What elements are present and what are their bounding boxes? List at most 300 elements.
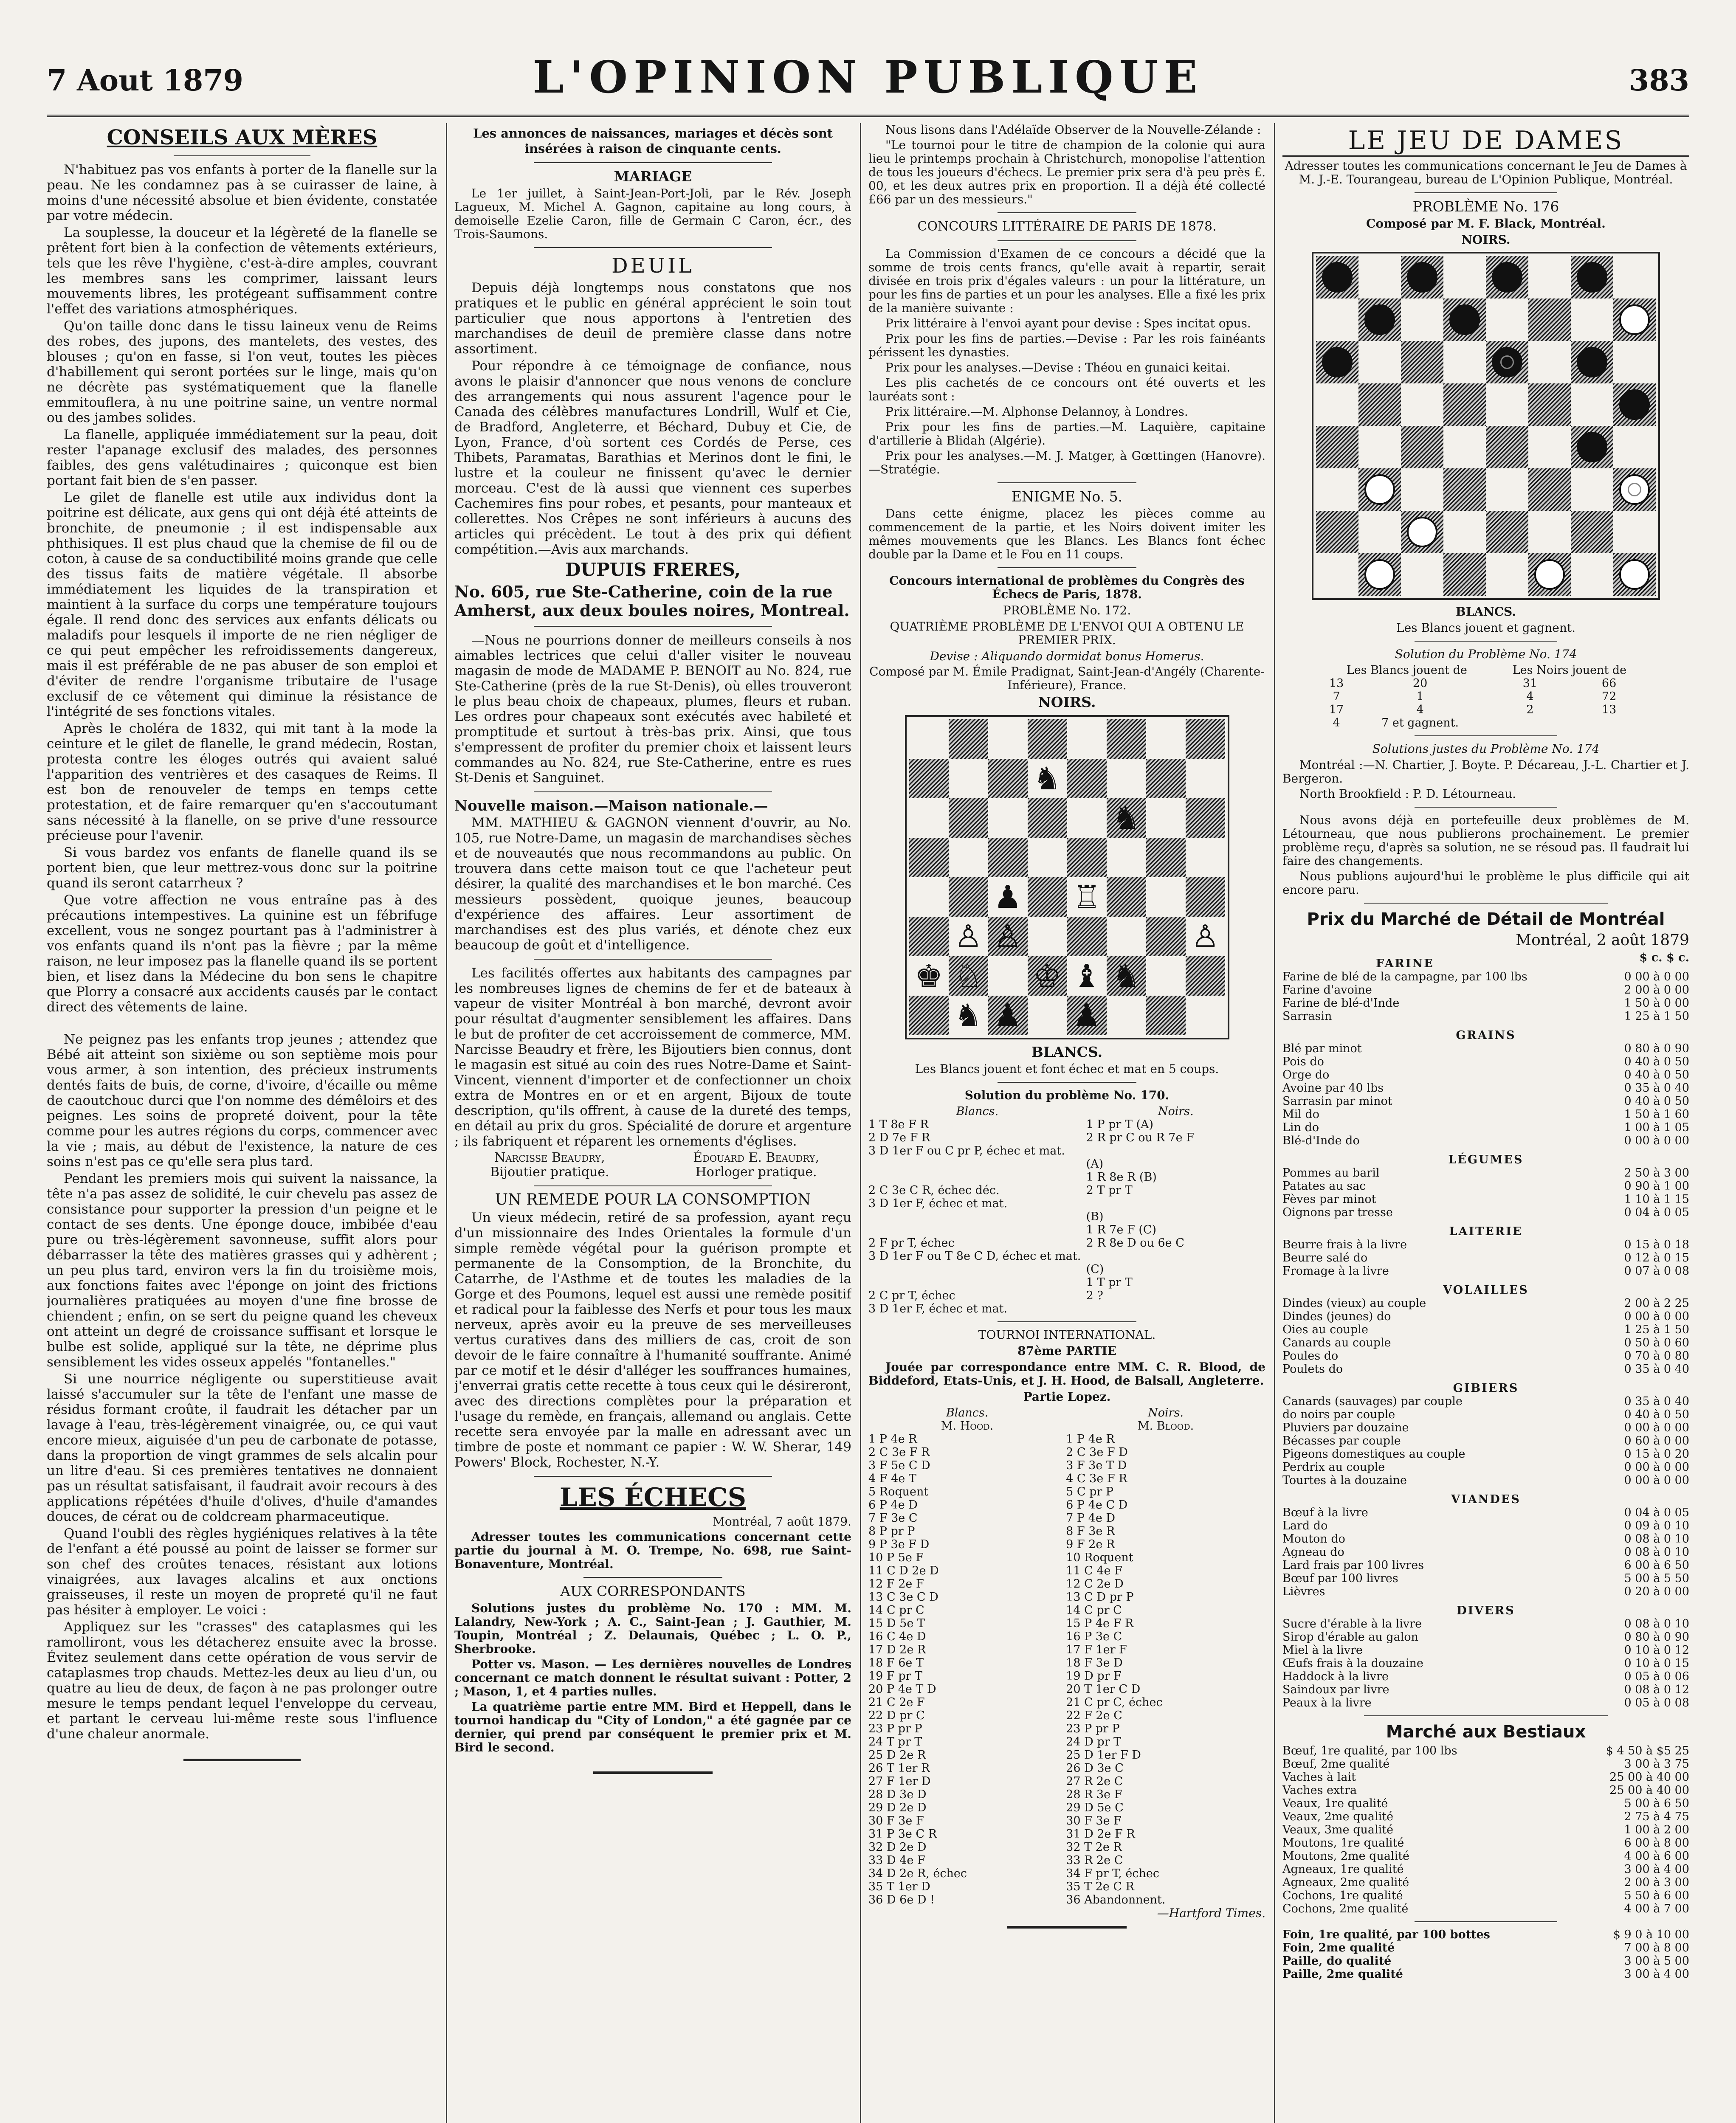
checkers-square (1443, 341, 1486, 383)
signature-title: Horloger pratique. (695, 1165, 817, 1180)
move-row (868, 1841, 1265, 1854)
chess-square (1146, 838, 1186, 877)
chess-square (1186, 956, 1225, 996)
chess-square (949, 798, 988, 838)
game-moves (868, 1406, 1265, 1906)
dames-problem-number: PROBLÈME No. 176 (1412, 198, 1559, 215)
divider (1415, 1921, 1557, 1922)
chess-piece: ♝ (1072, 957, 1101, 994)
dupuis-name: DUPUIS FRERES, (565, 559, 741, 580)
correspondants-title: AUX CORRESPONDANTS (560, 1583, 746, 1599)
item-price: 0 00 à 0 00 (1624, 1134, 1689, 1147)
column-divider (446, 123, 447, 2123)
move-white: 18 F 6e T (868, 1656, 924, 1670)
echecs-address: Adresser toutes les communications concernant cette partie du journal à M. O. Trempe, No. 698, rue Saint-Bonaventure, Montréal. (454, 1530, 851, 1571)
move-white: 7 F 3e C (868, 1512, 918, 1525)
signature-name: Édouard E. Beaudry, (693, 1150, 820, 1165)
checkers-square (1401, 298, 1443, 341)
checkers-square (1571, 553, 1613, 596)
marche-date: Montréal, 2 août 1879 (1516, 932, 1689, 949)
divider (534, 162, 772, 163)
item-name: Peaux à la livre (1282, 1696, 1372, 1709)
price-row (1282, 1336, 1689, 1349)
move-black: 8 F 3e R (1066, 1525, 1115, 1538)
item-name: Poules do (1282, 1349, 1339, 1363)
checkers-square (1613, 553, 1656, 596)
price-row (1282, 1644, 1689, 1657)
item-price: 0 40 à 0 50 (1624, 1408, 1689, 1421)
checkers-square (1401, 553, 1443, 596)
adelaide-intro: Nous lisons dans l'Adélaïde Observer de la Nouvelle-Zélande : (885, 123, 1261, 137)
item-price: 6 00 à 6 50 (1624, 1559, 1689, 1572)
solution-row (868, 1223, 1265, 1236)
maison-text: MM. MATHIEU & GAGNON viennent d'ouvrir, au No. 105, rue Notre-Dame, un magasin de marchandises sèches et de nouveautés que nous recommandons au public. On trouvera dans cette maison tout ce que l'acheteur peut désirer, la qualité des marchandises et le bon marché. Ces messieurs possèdent, quoique jeunes, beaucoup d'expérience des affaires. Leur assortiment de marchandises est des plus variés, et dénote chez eux beaucoup de goût et d'intelligence. (454, 815, 851, 953)
move-row (868, 1670, 1265, 1683)
solution-cell: 4 (1526, 690, 1534, 703)
checkers-square (1316, 341, 1358, 383)
item-name: Oignons par tresse (1282, 1206, 1393, 1219)
divider (998, 212, 1136, 213)
page-number: 383 (1629, 64, 1689, 98)
section-name: GRAINS (1456, 1029, 1516, 1042)
checkers-square (1486, 468, 1528, 511)
price-row (1282, 1683, 1689, 1696)
move-black: 34 F pr T, échec (1066, 1867, 1159, 1880)
price-row (1282, 1823, 1689, 1836)
price-row (1282, 1850, 1689, 1863)
price-row (1282, 997, 1689, 1010)
item-price: 0 00 à 0 00 (1624, 970, 1689, 983)
item-price: 0 90 à 1 00 (1624, 1180, 1689, 1193)
section-row (1282, 1376, 1689, 1395)
price-row (1282, 1757, 1689, 1771)
move-row (868, 1867, 1265, 1880)
item-name: Haddock à la livre (1282, 1670, 1389, 1683)
solution-cell (1491, 716, 1570, 729)
move-white: 26 T 1er R (868, 1762, 930, 1775)
problem-devise: Devise : Aliquando dormidat bonus Homerus. (930, 649, 1204, 663)
column-echecs (868, 123, 1265, 2123)
chess-square (1028, 798, 1067, 838)
marche-title: Prix du Marché de Détail de Montréal (1307, 909, 1665, 929)
move-white: 3 D 1er F, échec et mat. (868, 1197, 1008, 1210)
chess-square (1186, 838, 1225, 877)
move-black: 17 F 1er F (1066, 1643, 1127, 1656)
price-row (1282, 1771, 1689, 1784)
col-header: Noirs. (1158, 1105, 1194, 1118)
chess-square (1028, 877, 1067, 917)
enigme-text: Dans cette énigme, placez les pièces comme au commencement de la partie, et les Noirs doivent imiter les mêmes mouvements que les Blancs. Les Blancs font échec double par la Dame et le Fou en 11 coups. (868, 507, 1265, 561)
item-price: 3 00 à 3 75 (1624, 1757, 1689, 1771)
move-black: 2 C 3e F D (1066, 1446, 1128, 1459)
chess-diagram (905, 715, 1229, 1039)
move-white: 3 F 5e C D (868, 1459, 930, 1472)
chess-square (949, 759, 988, 798)
article-paragraph: N'habituez pas vos enfants à porter de la flanelle sur la peau. Ne les condamnez pas à se cuirasser de laine, à moins d'une nécessité absolue et bien évidente, constatée par votre médecin. (47, 162, 437, 223)
item-name: Agneaux, 2me qualité (1282, 1876, 1409, 1889)
tournoi-title: TOURNOI INTERNATIONAL. (978, 1328, 1156, 1342)
item-name: Bœuf par 100 livres (1282, 1572, 1398, 1585)
concours-paragraph: Prix pour les analyses.—Devise : Théou en gunaici keitai. (885, 360, 1231, 374)
item-name: Œufs frais à la douzaine (1282, 1657, 1423, 1670)
article-body (47, 162, 437, 1742)
item-name: Sarrasin (1282, 1010, 1332, 1023)
solution-cell: 66 (1601, 677, 1617, 690)
item-price: 2 75 à 4 75 (1624, 1810, 1689, 1823)
move-black: 10 Roquent (1066, 1551, 1133, 1564)
solution-cell: 4 (1333, 716, 1340, 729)
signature-title: Bijoutier pratique. (490, 1165, 609, 1180)
price-row (1282, 1447, 1689, 1461)
item-name: Bécasses par couple (1282, 1434, 1401, 1447)
chess-square (949, 956, 988, 996)
signatures (454, 1151, 851, 1180)
item-name: Veaux, 2me qualité (1282, 1810, 1394, 1823)
section-title: CONSEILS AUX MÈRES (107, 126, 378, 149)
divider (1364, 1715, 1608, 1716)
chess-square (1028, 956, 1067, 996)
solution-cell: 7 (1333, 690, 1340, 703)
move-white: 20 P 4e T D (868, 1683, 936, 1696)
source: —Hartford Times. (1157, 1906, 1265, 1920)
checkers-square (1443, 553, 1486, 596)
move-white: 34 D 2e R, échec (868, 1867, 967, 1880)
item-name: Oies au couple (1282, 1323, 1368, 1336)
move-black: 7 P 4e D (1066, 1512, 1116, 1525)
solution-row (868, 1118, 1265, 1131)
problem-author: Composé par M. Émile Pradignat, Saint-Jean-d'Angély (Charente-Inférieure), France. (869, 664, 1265, 692)
item-name: Agneau do (1282, 1546, 1344, 1559)
move-row (868, 1604, 1265, 1617)
price-row (1282, 1474, 1689, 1487)
move-white: 25 D 2e R (868, 1749, 926, 1762)
article-paragraph: Que votre affection ne vous entraîne pas à des précautions intempestives. La quinine est un fébrifuge excellent, vous ne songez pourtant pas à l'administrer à vos enfants quand ils n'ont pas la fièvre ; par la même raison, ne leur imposez pas la flanelle quand ils se portent bien, et lisez dans la Médecine du bon sens le chapitre que Plorry a consacré aux accidents causés par le contact direct des vêtements de laine. (47, 893, 437, 1015)
move-black: (B) (1086, 1210, 1104, 1223)
item-price: 6 00 à 8 00 (1624, 1836, 1689, 1850)
checkers-square (1316, 511, 1358, 553)
item-price: 1 10 à 1 15 (1624, 1193, 1689, 1206)
move-black: 35 T 2e C R (1066, 1880, 1134, 1893)
potter-mason: Potter vs. Mason. — Les dernières nouvelles de Londres concernant ce match donnent le résultat suivant : Potter, 2 ; Mason, 1, et 4 parties nulles. (454, 1657, 851, 1698)
divider (998, 1321, 1136, 1322)
deuil-para: Depuis déjà longtemps nous constatons que nos pratiques et le public en général apprécient le soin tout particulier que nous apportons à l'entretien des marchandises de deuil de première classe dans notre assortiment. (454, 280, 851, 357)
item-price: 0 40 à 0 50 (1624, 1068, 1689, 1081)
checkers-square (1528, 298, 1571, 341)
article-paragraph: Le gilet de flanelle est utile aux individus dont la poitrine est délicate, aux gens qui ont déjà été atteints de bronchite, de pneumonie ; il est indispensable aux phthisiques. Il est plus chaud que la chemise de fil ou de coton, à cause de sa conductibilité moins grande que celle des tissus faits de matière végétale. Il absorbe immédiatement les liquides de la transpiration et maintient à la surface du corps une température toujours égale. Il rend donc des services aux enfants délicats ou maladifs pour lesquels il importe de ne rien négliger de ce qui peut empêcher les refroidissements dangereux, mais il est préférable de ne pas abuser de son emploi et d'éviter de rendre l'organisme tributaire de l'usage exclusif de ce vêtement qui diminue la résistance de l'intégrité de ses fonctions vitales. (47, 490, 437, 719)
solution-row (868, 1263, 1265, 1276)
concours-paragraph: Prix pour les analyses.—M. J. Matger, à Gœttingen (Hanovre).—Stratégie. (868, 449, 1265, 476)
checkers-square (1358, 553, 1401, 596)
chess-square (1186, 798, 1225, 838)
move-black: 14 C pr C (1066, 1604, 1122, 1617)
divider (1415, 735, 1557, 736)
price-row (1282, 1585, 1689, 1598)
black-piece (1364, 304, 1395, 335)
chess-square (909, 759, 949, 798)
checkers-square (1316, 256, 1358, 298)
item-price: 0 12 à 0 15 (1624, 1251, 1689, 1264)
move-row (868, 1801, 1265, 1814)
move-row (868, 1512, 1265, 1525)
solution-cell: 17 (1329, 703, 1344, 716)
chess-square (1067, 838, 1107, 877)
solution-cell: 13 (1601, 703, 1617, 716)
item-name: Farine d'avoine (1282, 983, 1372, 997)
white-piece (1619, 304, 1650, 335)
move-row (868, 1564, 1265, 1577)
solution-cell: 4 (1416, 703, 1424, 716)
item-name: Lièvres (1282, 1585, 1325, 1598)
price-row (1282, 1559, 1689, 1572)
chess-square (988, 956, 1028, 996)
move-white: 2 D 7e F R (868, 1131, 930, 1144)
mariage-text: Le 1er juillet, à Saint-Jean-Port-Joli, par le Rév. Joseph Lagueux, M. Michel A. Gagnon, capitaine au long cours, à demoiselle Ezelie Caron, fille de Germain C Caron, écr., des Trois-Saumons. (454, 186, 851, 241)
move-black: 29 D 5e C (1066, 1801, 1124, 1814)
price-row (1282, 1863, 1689, 1876)
section-row (1282, 1487, 1689, 1506)
divider (998, 240, 1136, 241)
remede-text: Un vieux médecin, retiré de sa profession, ayant reçu d'un missionnaire des Indes Orientales la formule d'un simple remède végétal pour la guérison prompte et permanente de la Consomption, de la Bronchite, du Catarrhe, de l'Asthme et de toutes les maladies de la Gorge et des Poumons, lequel est aussi une remède positif et radical pour la faiblesse des Nerfs et pour tous les maux nerveux, après avoir eu la preuve de ses merveilleuses vertus curatives dans des milliers de cas, croit de son devoir de le faire connaître à l'humanité souffrante. Animé par ce motif et le désir d'alléger les souffrances humaines, j'enverrai gratis cette recette à tous ceux qui le désireront, avec des directions complètes pour la préparation et l'usage du remède, en français, allemand ou anglais. Cette recette sera envoyée par la malle en adressant avec un timbre de poste et nommant ce papier : W. W. Sherar, 149 Powers' Block, Rochester, N.-Y. (454, 1210, 851, 1470)
checkers-square (1528, 426, 1571, 468)
price-row (1282, 1696, 1689, 1709)
chess-square (1067, 877, 1107, 917)
item-price: 3 00 à 4 00 (1624, 1968, 1689, 1981)
item-name: Mil do (1282, 1108, 1320, 1121)
move-row (868, 1893, 1265, 1906)
move-row (868, 1814, 1265, 1827)
article-paragraph: La flanelle, appliquée immédiatement sur la peau, doit rester l'apanage exclusif des malades, des personnes faibles, des gens valétudinaires ; quiconque est bien portant fait bien de s'en passer. (47, 427, 437, 488)
concours-paragraph: Prix pour les fins de parties.—Devise : Par les rois fainéants périssent les dynasties. (868, 332, 1265, 359)
move-black: 9 F 2e R (1066, 1538, 1115, 1551)
move-white: 17 D 2e R (868, 1643, 926, 1656)
divider (534, 791, 772, 792)
move-black: 28 R 3e F (1066, 1788, 1122, 1801)
item-price: 0 04 à 0 05 (1624, 1506, 1689, 1519)
move-white: 21 C 2e F (868, 1696, 925, 1709)
item-price: 7 00 à 8 00 (1624, 1941, 1689, 1954)
move-white: 3 D 1er F, échec et mat. (868, 1302, 1008, 1315)
price-row (1282, 1193, 1689, 1206)
solution-row (1323, 677, 1649, 690)
item-price: 0 00 à 0 00 (1624, 1474, 1689, 1487)
move-white: 36 D 6e D ! (868, 1893, 935, 1906)
solution-table (868, 1105, 1265, 1315)
move-black: 31 D 2e F R (1066, 1827, 1135, 1841)
move-row (868, 1709, 1265, 1722)
item-price: 4 00 à 6 00 (1624, 1850, 1689, 1863)
note: Nous publions aujourd'hui le problème le plus difficile qui ait encore paru. (1282, 869, 1689, 897)
move-black: 2 R 8e D ou 6e C (1086, 1236, 1184, 1250)
chess-square (988, 838, 1028, 877)
dames-solution-table (1323, 664, 1649, 729)
checkers-square (1486, 553, 1528, 596)
item-name: do noirs par couple (1282, 1408, 1395, 1421)
price-row (1282, 1461, 1689, 1474)
checkers-square (1528, 383, 1571, 426)
price-row (1282, 1928, 1689, 1941)
move-white: 2 C 3e F R (868, 1446, 930, 1459)
section-row (1282, 1219, 1689, 1238)
problem-number: PROBLÈME No. 172. (1003, 603, 1131, 617)
column-dames-marche (1282, 123, 1689, 2123)
move-row (868, 1433, 1265, 1446)
units-header: $ c. $ c. (1639, 951, 1689, 964)
move-white: 22 D pr C (868, 1709, 925, 1722)
chess-piece: ♙ (954, 918, 983, 955)
item-name: Cochons, 2me qualité (1282, 1902, 1409, 1915)
section-name: VOLAILLES (1443, 1284, 1529, 1297)
item-price: 0 20 à 0 00 (1624, 1585, 1689, 1598)
chess-piece: ♖ (1072, 878, 1101, 915)
divider (1007, 1926, 1127, 1929)
noirs-label: NOIRS. (1038, 694, 1096, 710)
solution-cell: 31 (1522, 677, 1538, 690)
move-white: 1 P 4e R (868, 1433, 917, 1446)
item-name: Dindes (vieux) au couple (1282, 1297, 1426, 1310)
chess-square (1107, 838, 1146, 877)
header-rule (47, 115, 1689, 117)
price-row (1282, 1546, 1689, 1559)
move-white: 33 D 4e F (868, 1854, 925, 1867)
price-row (1282, 1010, 1689, 1023)
congres-title: Concours international de problèmes du Congrès des Échecs de Paris, 1878. (889, 574, 1245, 601)
item-name: Pigeons domestiques au couple (1282, 1447, 1465, 1461)
checkers-square (1613, 426, 1656, 468)
item-name: Pluviers par douzaine (1282, 1421, 1409, 1434)
move-black: (C) (1086, 1263, 1104, 1276)
checkers-square (1358, 511, 1401, 553)
move-row (868, 1617, 1265, 1630)
price-row (1282, 1532, 1689, 1546)
move-white: 32 D 2e D (868, 1841, 927, 1854)
move-white: 19 F pr T (868, 1670, 923, 1683)
article-paragraph: Ne peignez pas les enfants trop jeunes ; attendez que Bébé ait atteint son sixième ou son septième mois pour vous armer, à son intention, des précieux instruments dentés faits de buis, de corne, d'ivoire, d'écaille ou même de caoutchouc durci que l'on nomme des démêloirs et des peignes. Les soins de propreté doivent, pour la tête comme pour les autres régions du corps, commencer avec la vie ; mais, au début de l'existence, la nature de ces soins n'est pas ce qu'elle sera plus tard. (47, 1032, 437, 1169)
item-name: Patates au sac (1282, 1180, 1366, 1193)
solution-cell (1570, 716, 1649, 729)
chess-square (1107, 917, 1146, 956)
move-white: 3 D 1er F ou C pr P, échec et mat. (868, 1144, 1065, 1157)
item-price: 5 00 à 5 50 (1624, 1572, 1689, 1585)
price-row (1282, 1238, 1689, 1251)
checkers-diagram (1312, 252, 1660, 600)
solution-row (868, 1131, 1265, 1144)
item-price: 2 00 à 2 25 (1624, 1297, 1689, 1310)
checkers-square (1571, 298, 1613, 341)
item-price: 0 80 à 0 90 (1624, 1042, 1689, 1055)
section-name: GIBIERS (1453, 1382, 1519, 1395)
divider (1415, 807, 1557, 808)
price-table (1282, 951, 1689, 1709)
item-name: Fromage à la livre (1282, 1264, 1389, 1278)
issue-date: 7 Aout 1879 (47, 64, 243, 98)
concours-paragraph: Les plis cachetés de ce concours ont été ouverts et les lauréats sont : (868, 376, 1265, 403)
divider (534, 959, 772, 960)
checkers-square (1486, 298, 1528, 341)
move-black: 18 F 3e D (1066, 1656, 1123, 1670)
divider (593, 1771, 713, 1774)
chess-square (988, 759, 1028, 798)
checkers-square (1571, 383, 1613, 426)
item-price: 0 00 à 0 00 (1624, 1461, 1689, 1474)
item-price: 4 00 à 7 00 (1624, 1902, 1689, 1915)
item-name: Orge do (1282, 1068, 1330, 1081)
move-row (868, 1775, 1265, 1788)
price-row (1282, 1836, 1689, 1850)
checkers-square (1358, 426, 1401, 468)
solution-row (868, 1302, 1265, 1315)
chess-square (1107, 877, 1146, 917)
article-paragraph: La souplesse, la douceur et la légèreté de la flanelle se prêtent fort bien à la confection de vêtements extérieurs, tels que les rêve l'hygiène, c'est-à-dire amples, couvrant les membres sans les comprimer, laissant leurs mouvements libres, les protégeant suffisamment contre l'effet des variations atmosphériques. (47, 225, 437, 317)
item-price: 0 40 à 0 50 (1624, 1055, 1689, 1068)
checkers-square (1316, 383, 1358, 426)
price-row (1282, 1657, 1689, 1670)
maison-title: Nouvelle maison.—Maison nationale.— (454, 797, 768, 814)
move-white: 31 P 3e C R (868, 1827, 937, 1841)
item-name: Perdrix au couple (1282, 1461, 1385, 1474)
chess-piece: ♞ (954, 997, 983, 1034)
price-row (1282, 1134, 1689, 1147)
chess-piece: ♟ (1072, 997, 1101, 1034)
item-name: Farine de blé-d'Inde (1282, 997, 1400, 1010)
item-name: Bœuf à la livre (1282, 1506, 1368, 1519)
move-white (868, 1157, 1086, 1171)
section-name: FARINE (1376, 957, 1434, 970)
white-piece (1534, 559, 1565, 590)
move-row (868, 1656, 1265, 1670)
price-row (1282, 983, 1689, 997)
item-price: 0 50 à 0 60 (1624, 1336, 1689, 1349)
chess-piece: ♞ (1033, 760, 1062, 797)
price-row (1282, 1744, 1689, 1757)
checkers-square (1613, 468, 1656, 511)
article-paragraph: Qu'on taille donc dans le tissu laineux venu de Reims des robes, des jupons, des mantelets, des vestes, des blouses ; qu'on en fasse, si l'on veut, toutes les pièces d'habillement qui seront portées sur le linge, mais qu'on ne décrète pas systématiquement que la flanelle emmitouflera, à nu une poitrine saine, un ventre normal ou des jambes solides. (47, 318, 437, 425)
move-black: 16 P 3e C (1066, 1630, 1122, 1643)
move-row (868, 1683, 1265, 1696)
checkers-square (1358, 256, 1401, 298)
price-row (1282, 1349, 1689, 1363)
divider (998, 1082, 1136, 1083)
price-row (1282, 1251, 1689, 1264)
section-row (1282, 951, 1689, 970)
checkers-square (1443, 426, 1486, 468)
move-black: 21 C pr C, échec (1066, 1696, 1163, 1709)
item-price: 2 00 à 0 00 (1624, 983, 1689, 997)
solution-cell: 7 et gagnent. (1381, 716, 1459, 729)
move-row (868, 1472, 1265, 1485)
checkers-square (1358, 383, 1401, 426)
item-price: 1 25 à 1 50 (1624, 1010, 1689, 1023)
price-row (1282, 1902, 1689, 1915)
chess-square (1107, 798, 1146, 838)
chess-square (949, 877, 988, 917)
move-black: 3 F 3e T D (1066, 1459, 1127, 1472)
chess-square (1107, 759, 1146, 798)
divider (1364, 903, 1608, 904)
item-name: Veaux, 1re qualité (1282, 1797, 1388, 1810)
move-white: 2 F pr T, échec (868, 1236, 955, 1250)
partie-number: 87ème PARTIE (1017, 1344, 1116, 1358)
price-row (1282, 1323, 1689, 1336)
price-row (1282, 1408, 1689, 1421)
item-name: Moutons, 1re qualité (1282, 1836, 1404, 1850)
price-row (1282, 1572, 1689, 1585)
move-white: 14 C pr C (868, 1604, 924, 1617)
checkers-square (1443, 511, 1486, 553)
dames-problem-author: Composé par M. F. Black, Montréal. (1366, 217, 1606, 231)
divider (998, 567, 1136, 568)
divider (1415, 192, 1557, 193)
checkers-square (1401, 341, 1443, 383)
